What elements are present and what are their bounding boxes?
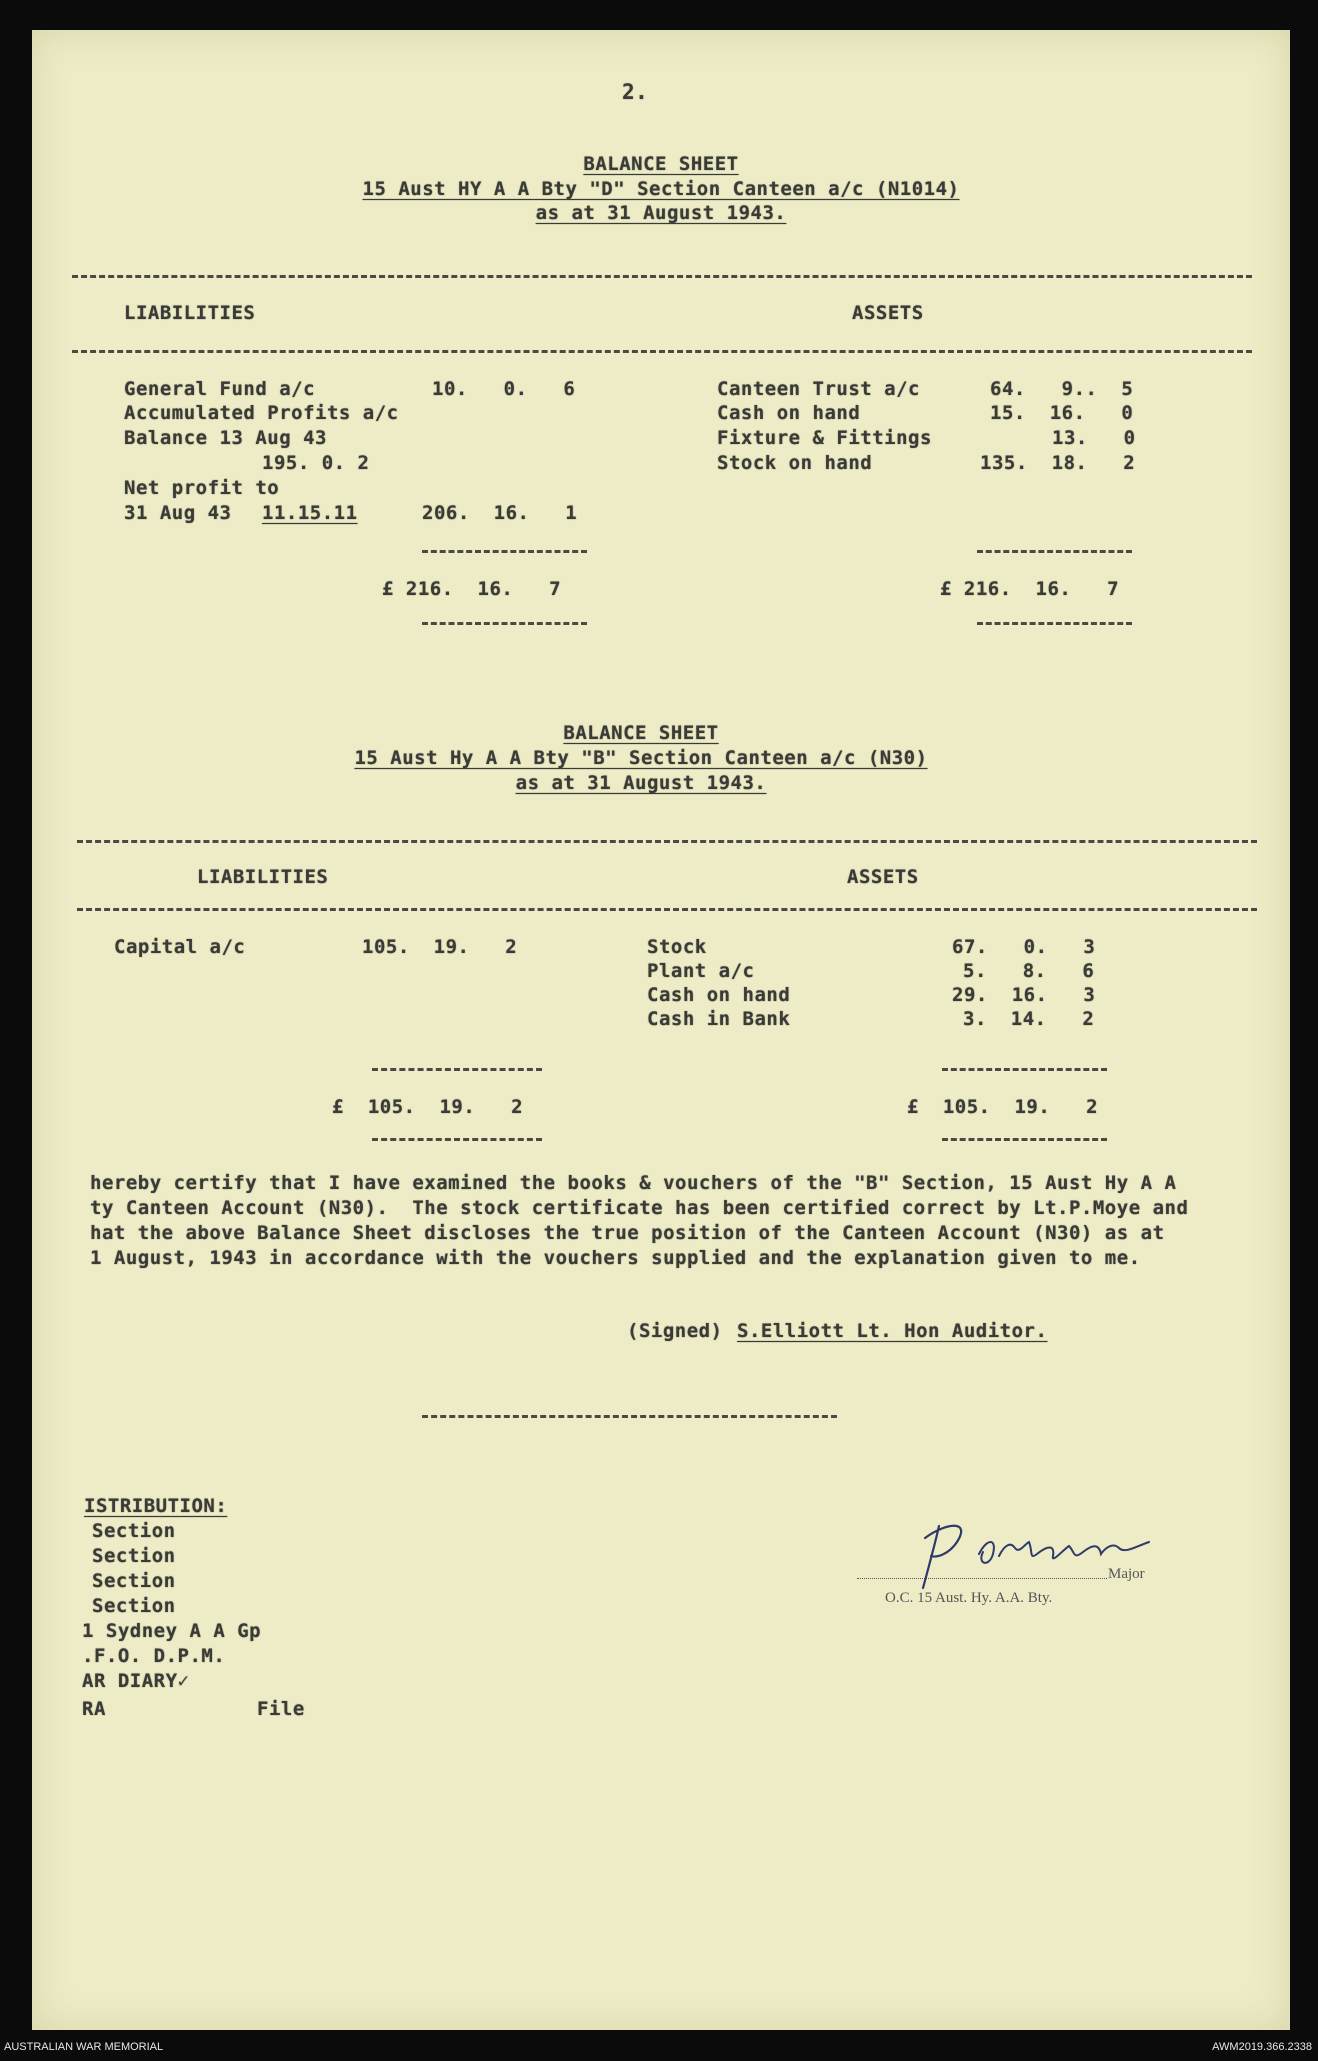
asset2-cash-value: 29. 16. 3 [952, 984, 1096, 1006]
sheet1-date: as at 31 August 1943. [535, 202, 787, 224]
sheet2-assets-header: ASSETS [847, 866, 919, 888]
signature-line [857, 1578, 1107, 1579]
distribution-item-war-diary [82, 1670, 189, 1692]
capital-value: 105. 19. 2 [362, 936, 518, 958]
certification-line-1: hereby certify that I have examined the books & vouchers of the "B" Section, 15 Aust Hy A A [90, 1172, 1177, 1194]
distribution-item: 1 Sydney A A Gp [82, 1620, 262, 1642]
footer-left: AUSTRALIAN WAR MEMORIAL [4, 2041, 164, 2053]
sheet1-assets-header: ASSETS [852, 302, 924, 324]
asset2-plant-label: Plant a/c [647, 960, 755, 982]
sheet1-title: BALANCE SHEET [583, 153, 739, 175]
page-number: 2. [622, 80, 649, 104]
sheet1-asset-sum-rule [977, 550, 1132, 553]
sheet2-asset-sum-rule [942, 1068, 1107, 1071]
certification-line-2: ty Canteen Account (N30). The stock certificate has been certified correct by Lt.P.Moye and [90, 1197, 1189, 1219]
sheet1-liab-total-rule [422, 622, 587, 625]
asset2-cash-label: Cash on hand [647, 984, 791, 1006]
distribution-item: Section [92, 1570, 176, 1592]
general-fund-value: 10. 0. 6 [432, 378, 576, 400]
sheet1-header-rule [72, 350, 1252, 353]
footer-right: AWM2019.366.2338 [1212, 2041, 1312, 2053]
asset2-plant-value: 5. 8. 6 [963, 960, 1095, 982]
sheet1-top-rule [72, 275, 1252, 278]
commanding-officer-signature-icon [887, 1508, 1227, 1598]
balance-value: 195. 0. 2 [262, 452, 370, 474]
sheet1-subtitle: 15 Aust HY A A Bty "D" Section Canteen a/c (N1014) [362, 178, 960, 200]
distribution-item-label: AR DIARY [82, 1670, 178, 1692]
certification-line-4: 1 August, 1943 in accordance with the vouchers supplied and the explanation given to me. [90, 1247, 1141, 1269]
end-rule [422, 1415, 837, 1418]
asset-stock-label: Stock on hand [717, 452, 873, 474]
distribution-item: Section [92, 1595, 176, 1617]
sheet2-subtitle: 15 Aust Hy A A Bty "B" Section Canteen a/c (N30) [354, 747, 928, 769]
sheet2-liabilities-total: £ 105. 19. 2 [332, 1096, 524, 1118]
signed-prefix: (Signed) [627, 1320, 723, 1342]
sheet1-asset-total-rule [977, 622, 1132, 625]
accumulated-profits-label: Accumulated Profits a/c [124, 402, 399, 424]
distribution-item: .F.O. D.P.M. [82, 1645, 226, 1667]
asset2-stock-label: Stock [647, 936, 707, 958]
asset-stock-value: 135. 18. 2 [980, 452, 1136, 474]
balance-label: Balance 13 Aug 43 [124, 427, 327, 449]
asset-cash-label: Cash on hand [717, 402, 861, 424]
sheet2-header-rule [77, 908, 1257, 911]
sheet1-liabilities-header: LIABILITIES [124, 302, 256, 324]
net-date-label: 31 Aug 43 [124, 502, 232, 524]
asset-fixtures-value: 13. 0 [1052, 427, 1136, 449]
asset-cash-value: 15. 16. 0 [990, 402, 1134, 424]
asset-fixtures-label: Fixture & Fittings [717, 427, 932, 449]
sheet2-asset-total-rule [942, 1138, 1107, 1141]
asset-canteen-trust-label: Canteen Trust a/c [717, 378, 920, 400]
distribution-item: Section [92, 1545, 176, 1567]
sheet2-date: as at 31 August 1943. [515, 772, 767, 794]
asset2-bank-label: Cash in Bank [647, 1008, 791, 1030]
sheet1-assets-total: £ 216. 16. 7 [940, 578, 1120, 600]
sheet2-top-rule [77, 840, 1257, 843]
general-fund-label: General Fund a/c [124, 378, 316, 400]
check-mark-icon: ✓ [177, 1670, 190, 1692]
signature-rank: Major [1108, 1566, 1145, 1582]
sheet2-liabilities-header: LIABILITIES [197, 866, 329, 888]
distribution-item: Section [92, 1520, 176, 1542]
sheet2-liab-total-rule [372, 1138, 542, 1141]
sheet2-assets-total: £ 105. 19. 2 [907, 1096, 1099, 1118]
signature-unit: O.C. 15 Aust. Hy. A.A. Bty. [885, 1590, 1053, 1606]
asset2-bank-value: 3. 14. 2 [963, 1008, 1095, 1030]
distribution-heading: ISTRIBUTION: [84, 1495, 228, 1517]
sheet1-liab-sum-rule [422, 550, 587, 553]
net-profit-value: 11.15.11 [262, 502, 358, 524]
sheet1-liabilities-subtotal: 206. 16. 1 [422, 502, 578, 524]
sheet2-liab-sum-rule [372, 1068, 542, 1071]
sheet1-liabilities-total: £ 216. 16. 7 [382, 578, 562, 600]
capital-label: Capital a/c [114, 936, 246, 958]
distribution-item: RA [82, 1698, 106, 1720]
document-page [32, 30, 1290, 2030]
auditor-signature: S.Elliott Lt. Hon Auditor. [737, 1320, 1048, 1342]
sheet2-title: BALANCE SHEET [563, 722, 719, 744]
distribution-file-label: File [257, 1698, 305, 1720]
certification-line-3: hat the above Balance Sheet discloses the true position of the Canteen Account (N30) as at [90, 1222, 1165, 1244]
asset2-stock-value: 67. 0. 3 [952, 936, 1096, 958]
asset-canteen-trust-value: 64. 9.. 5 [990, 378, 1134, 400]
net-profit-label: Net profit to [124, 477, 280, 499]
